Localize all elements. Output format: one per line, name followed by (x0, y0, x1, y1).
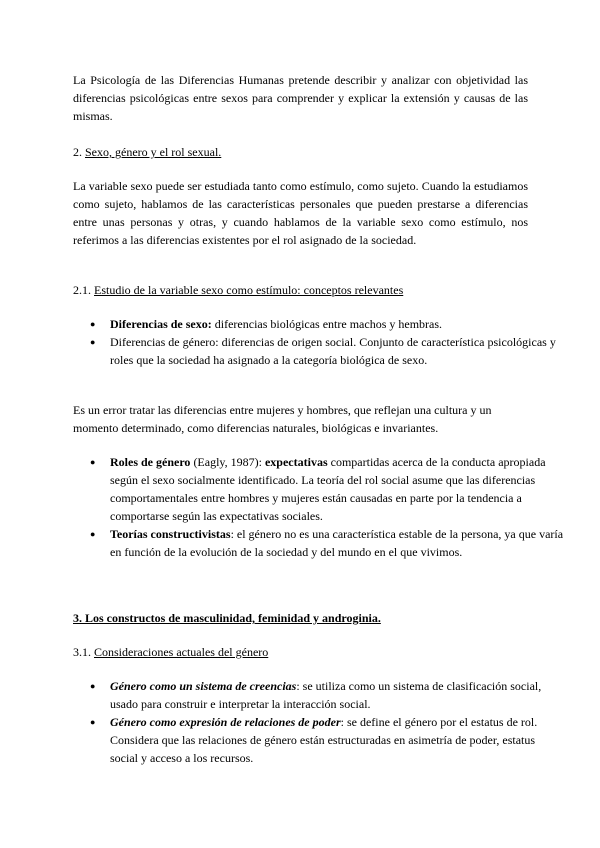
bullet-text: : se define el género por el estatus de rol. Considera que las relaciones de género están estructuradas en asimetría de poder, estatus social y acceso a los recursos. (110, 715, 538, 765)
bullet-text: : se utiliza como un sistema de clasificación social, usado para construir e interpretar la interacción social. (110, 679, 542, 711)
bullet-term: Género como un sistema de creencias (110, 679, 297, 693)
bullet-text: : el género no es una característica estable de la persona, ya que varía en función de la evolución de la sociedad y del mundo en el que vivimos. (110, 527, 564, 559)
bullet-term: Diferencias de sexo: (110, 317, 212, 331)
section-2-1-paragraph: Es un error tratar las diferencias entre mujeres y hombres, que reflejan una cultura y un momento determinado, como diferencias naturales, biológicas e invariantes. (73, 403, 492, 435)
section-3-1-title: Consideraciones actuales del género (94, 645, 269, 659)
section-2-1-heading (73, 281, 528, 299)
bullet-term-2: expectativas (264, 455, 328, 469)
list-item (110, 453, 565, 525)
list-item (110, 525, 565, 561)
list-item (110, 677, 565, 713)
section-3-title: 3. Los constructos de masculinidad, feminidad y androginia. (73, 611, 381, 625)
section-2-1-number: 2.1. (73, 283, 91, 297)
section-2-number: 2. (73, 145, 82, 159)
section-3-heading (73, 609, 528, 627)
bullet-text: diferencias biológicas entre machos y hembras. (211, 317, 443, 331)
bullet-text: Diferencias de género: diferencias de origen social. Conjunto de característica psicológicas y roles que la sociedad ha asignado a la categoría biológica de sexo. (110, 335, 556, 367)
bullet-term: Teorías constructivistas (110, 527, 231, 541)
bullet-term: Roles de género (110, 455, 191, 469)
list-item (110, 713, 565, 767)
section-3-1-heading (73, 643, 528, 661)
section-2-paragraph: La variable sexo puede ser estudiada tanto como estímulo, como sujeto. Cuando la estudiamos como sujeto, hablamos de las características personales que pueden prestarse a diferencias entre unas personas y otras, y cuando hablamos de la variable sexo como estímulo, nos referimos a las diferencias existentes por el rol asignado de la sociedad. (73, 179, 528, 247)
list-item (110, 315, 565, 333)
section-2-heading (73, 143, 528, 161)
bullet-citation: (Eagly, 1987): (190, 455, 265, 469)
section-2-title: Sexo, género y el rol sexual. (85, 145, 222, 159)
bullet-term: Género como expresión de relaciones de poder (110, 715, 341, 729)
bullet-text: compartidas acerca de la conducta apropiada según el sexo socialmente identificado. La teoría del rol social asume que las diferencias comportamentales entre hombres y mujeres están causadas en parte por la tendencia a comportarse según las expectativas sociales. (110, 455, 546, 523)
list-item (110, 333, 565, 369)
section-3-1-list (73, 677, 565, 767)
section-2-1-list (73, 315, 565, 369)
section-2-1-list-2 (73, 453, 565, 561)
section-3-1-number: 3.1. (73, 645, 91, 659)
intro-paragraph: La Psicología de las Diferencias Humanas pretende describir y analizar con objetividad las diferencias psicológicas entre sexos para comprender y explicar la extensión y causas de las mismas. (73, 73, 528, 123)
section-2-1-title: Estudio de la variable sexo como estímulo: conceptos relevantes (94, 283, 404, 297)
